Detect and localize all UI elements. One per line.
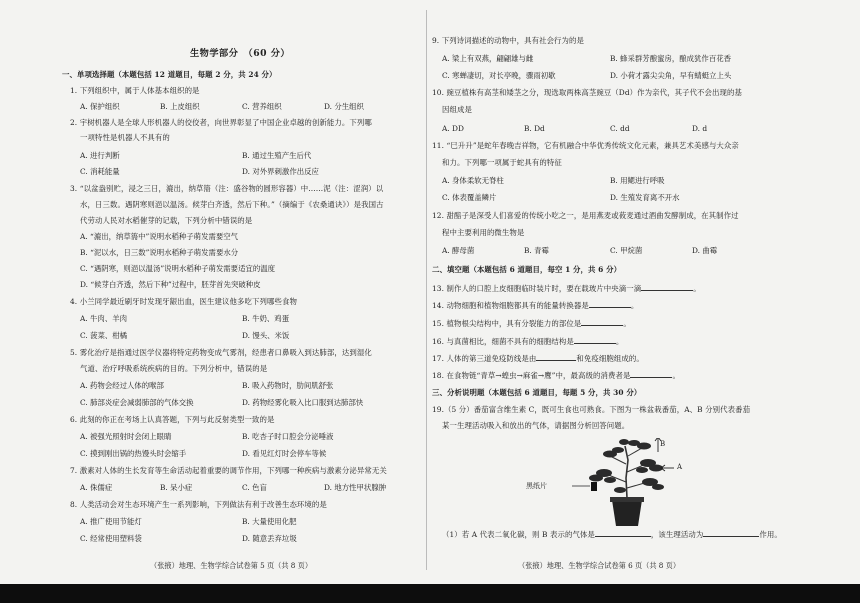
option-8a: A. 推广使用节能灯 — [80, 517, 142, 526]
answer-blank[interactable] — [574, 336, 616, 344]
section-heading-analysis: 三、分析说明题（本题包括 6 道题目，每题 5 分，共 30 分） — [432, 388, 642, 397]
option-8d: D. 随意丢弃垃圾 — [242, 534, 297, 543]
option-9a: A. 梁上有双燕，翩翩雄与雌 — [442, 54, 534, 63]
option-5a: A. 药物会经过人体的喉部 — [80, 381, 164, 390]
option-4b: B. 牛奶、鸡蛋 — [242, 314, 290, 323]
option-11c: C. 体表覆盖鳞片 — [442, 193, 497, 202]
question-15: 15. 植物根尖结构中，具有分裂能力的部位是 。 — [432, 319, 631, 328]
section-heading-fill: 二、填空题（本题包括 6 道题目，每空 1 分，共 6 分） — [432, 265, 622, 274]
option-3b: B. “泥以水，日三数”说明水稻种子萌发需要水分 — [80, 248, 239, 257]
option-5b: B. 吸入药物时，肋间肌舒张 — [242, 381, 334, 390]
option-9b: B. 蜂采群芳酿蜜房，酿成犹作百花香 — [610, 54, 731, 63]
option-1b: B. 上皮组织 — [160, 102, 200, 111]
option-8c: C. 经常使用塑料袋 — [80, 534, 142, 543]
option-2c: C. 消耗能量 — [80, 167, 120, 176]
label-a: A — [677, 463, 683, 471]
answer-blank[interactable] — [595, 529, 651, 537]
page-divider — [426, 10, 427, 570]
question-16-text: 16. 与真菌相比，细菌不具有的细胞结构是 — [432, 337, 574, 346]
option-2b: B. 通过生殖产生后代 — [242, 151, 312, 160]
question-15-text: 15. 植物根尖结构中，具有分裂能力的部位是 — [432, 319, 582, 328]
option-5d: D. 药物经雾化吸入比口服到达肺部快 — [242, 398, 364, 407]
question-6: 6. 此刻的你正在考场上认真答题，下列与此反射类型一致的是 — [70, 415, 275, 424]
question-18-text: 18. 在食物链“青草→蝗虫→麻雀→鹰”中，最高级的消费者是 — [432, 371, 631, 380]
question-13-text: 13. 制作人的口腔上皮细胞临时装片时，要在载玻片中央滴一滴 — [432, 284, 642, 293]
question-19-1-text-end: 作用。 — [759, 530, 782, 539]
label-black-paper: 黑纸片 — [526, 482, 547, 490]
question-19-1-text: （1）若 A 代表二氧化碳，则 B 表示的气体是 — [442, 530, 595, 539]
question-14-text: 14. 动物细胞和植物细胞都具有的能量转换器是 — [432, 301, 589, 310]
question-2: 2. 宇树机器人是全球人形机器人的佼佼者，向世界彰显了中国企业卓越的创新能力。下列哪 — [70, 118, 372, 127]
answer-blank[interactable] — [630, 370, 672, 378]
option-8b: B. 大量使用化肥 — [242, 517, 297, 526]
label-b: B — [660, 440, 666, 448]
answer-blank[interactable] — [581, 318, 623, 326]
option-5c: C. 肺部炎症会减弱肺部的气体交换 — [80, 398, 194, 407]
left-page — [62, 0, 420, 584]
question-2-cont: 一项特性是机器人不具有的 — [80, 133, 170, 142]
question-14: 14. 动物细胞和植物细胞都具有的能量转换器是 。 — [432, 301, 639, 310]
option-2a: A. 进行判断 — [80, 151, 120, 160]
question-1: 1. 下列组织中，属于人体基本组织的是 — [70, 86, 200, 95]
option-1c: C. 营养组织 — [242, 102, 282, 111]
question-10: 10. 豌豆植株有高茎和矮茎之分，现选取两株高茎豌豆（Dd）作为亲代，其子代不会出现的基 — [432, 88, 743, 97]
question-17 — [432, 353, 644, 363]
question-10-cont: 因组成是 — [442, 105, 472, 114]
question-17-text-end: 和免疫细胞组成的。 — [576, 354, 644, 363]
option-3a: A. “漉出，纳草篅中”说明水稻种子萌发需要空气 — [80, 232, 239, 241]
page-footer-left: （张掖）地理、生物学综合试卷第 5 页（共 8 页） — [150, 561, 313, 570]
question-11: 11. “巳升升”是蛇年春晚吉祥物，它有机融合中华优秀传统文化元素，兼具艺术美感与大众亲 — [432, 141, 739, 150]
plant-illustration — [524, 438, 702, 528]
option-10a: A. DD — [442, 124, 464, 133]
option-12b: B. 青霉 — [524, 246, 549, 255]
option-12d: D. 曲霉 — [692, 246, 718, 255]
option-10d: D. d — [692, 124, 708, 133]
answer-blank[interactable] — [536, 353, 576, 361]
option-9c: C. 寒蝉凄切，对长亭晚，骤雨初歇 — [442, 71, 556, 80]
answer-blank[interactable] — [641, 283, 693, 291]
option-4a: A. 牛肉、羊肉 — [80, 314, 127, 323]
option-10b: B. Dd — [524, 124, 545, 133]
question-3-cont2: 代劳动人民对水稻催芽的记载，下列分析中错误的是 — [80, 216, 253, 225]
option-1d: D. 分生组织 — [324, 102, 364, 111]
question-5: 5. 雾化治疗是指通过医学仪器将特定药物变成气雾剂，经患者口鼻吸入到达肺部，达到湿化 — [70, 348, 372, 357]
question-17-text: 17. 人体的第三道免疫防线是由 — [432, 354, 537, 363]
question-19-1 — [442, 529, 782, 539]
option-6a: A. 被强光照射时会闭上眼睛 — [80, 432, 172, 441]
option-3d: D. “候芽白齐透，然后下种”过程中，胚芽首先突破种皮 — [80, 280, 261, 289]
option-10c: C. dd — [610, 124, 630, 133]
option-6c: C. 摸到刚出锅的热馒头时会缩手 — [80, 449, 187, 458]
option-12c: C. 甲烷菌 — [610, 246, 643, 255]
option-11b: B. 用鳃进行呼吸 — [610, 176, 665, 185]
question-12-cont: 程中主要利用的微生物是 — [442, 228, 525, 237]
option-7c: C. 色盲 — [242, 483, 267, 492]
bottom-black-strip — [0, 584, 860, 603]
option-4d: D. 馒头、米饭 — [242, 331, 290, 340]
option-2d: D. 对外界刺激作出反应 — [242, 167, 319, 176]
question-7: 7. 激素对人体的生长发育等生命活动起着重要的调节作用，下列哪一种疾病与激素分泌异常无关 — [70, 466, 387, 475]
option-7b: B. 呆小症 — [160, 483, 193, 492]
section-heading-choice: 一、单项选择题（本题包括 12 道题目，每题 2 分，共 24 分） — [62, 70, 277, 79]
page-footer-right: （张掖）地理、生物学综合试卷第 6 页（共 8 页） — [518, 561, 681, 570]
option-1a: A. 保护组织 — [80, 102, 120, 111]
option-9d: D. 小荷才露尖尖角，早有蜻蜓立上头 — [610, 71, 732, 80]
option-7d: D. 地方性甲状腺肿 — [324, 483, 387, 492]
option-6b: B. 吃杏子时口腔会分泌唾液 — [242, 432, 334, 441]
answer-blank[interactable] — [589, 300, 631, 308]
option-11d: D. 生殖发育离不开水 — [610, 193, 680, 202]
option-11a: A. 身体柔软无脊柱 — [442, 176, 504, 185]
question-13: 13. 制作人的口腔上皮细胞临时装片时，要在载玻片中央滴一滴 。 — [432, 284, 701, 293]
question-19-cont: 某一生理活动吸入和放出的气体，请据图分析回答问题。 — [442, 421, 630, 430]
question-19: 19.（5 分）番茄富含维生素 C，既可生食也可熟食。下图为一株盆栽番茄，A、B 分别代表番茄 — [432, 405, 751, 414]
option-6d: D. 看见红灯时会停车等候 — [242, 449, 327, 458]
question-5-cont: 气道、治疗呼吸系统疾病的目的。下列分析中，错误的是 — [80, 364, 268, 373]
option-7a: A. 侏儒症 — [80, 483, 113, 492]
option-3c: C. “遇阴寒，则浥以温汤”说明水稻种子萌发需要适宜的温度 — [80, 264, 276, 273]
section-title: 生物学部分 （60 分） — [190, 48, 291, 59]
question-9: 9. 下列诗词描述的动物中，具有社会行为的是 — [432, 36, 585, 45]
answer-blank[interactable] — [703, 529, 759, 537]
question-12: 12. 甜醅子是深受人们喜爱的传统小吃之一，是用燕麦或莜麦通过酒曲发酵制成，在其制作过 — [432, 211, 739, 220]
question-16: 16. 与真菌相比，细菌不具有的细胞结构是 。 — [432, 337, 624, 346]
option-12a: A. 酵母菌 — [442, 246, 475, 255]
question-3-cont1: 水，日三数。遇阴寒则浥以温汤。候芽白齐透，然后下种。”（摘编于《农桑通诀》）是我国古 — [80, 200, 384, 209]
question-18: 18. 在食物链“青草→蝗虫→麻雀→鹰”中，最高级的消费者是 。 — [432, 371, 680, 380]
question-3: 3. “以盆盎别贮，浸之三日，漉出，纳草篅（注：盛谷物的圆形容器）中……泥（注：涩润）以 — [70, 184, 384, 193]
question-4: 4. 小兰同学最近刷牙时发现牙龈出血，医生建议他多吃下列哪些食物 — [70, 297, 297, 306]
question-19-1-text-mid: ，该生理活动为 — [650, 530, 704, 539]
option-4c: C. 菠菜、柑橘 — [80, 331, 128, 340]
question-11-cont: 和力。下列哪一项属于蛇具有的特征 — [442, 158, 562, 167]
tomato-plant-figure — [524, 438, 702, 528]
question-8: 8. 人类活动会对生态环境产生一系列影响，下列做法有利于改善生态环境的是 — [70, 500, 327, 509]
